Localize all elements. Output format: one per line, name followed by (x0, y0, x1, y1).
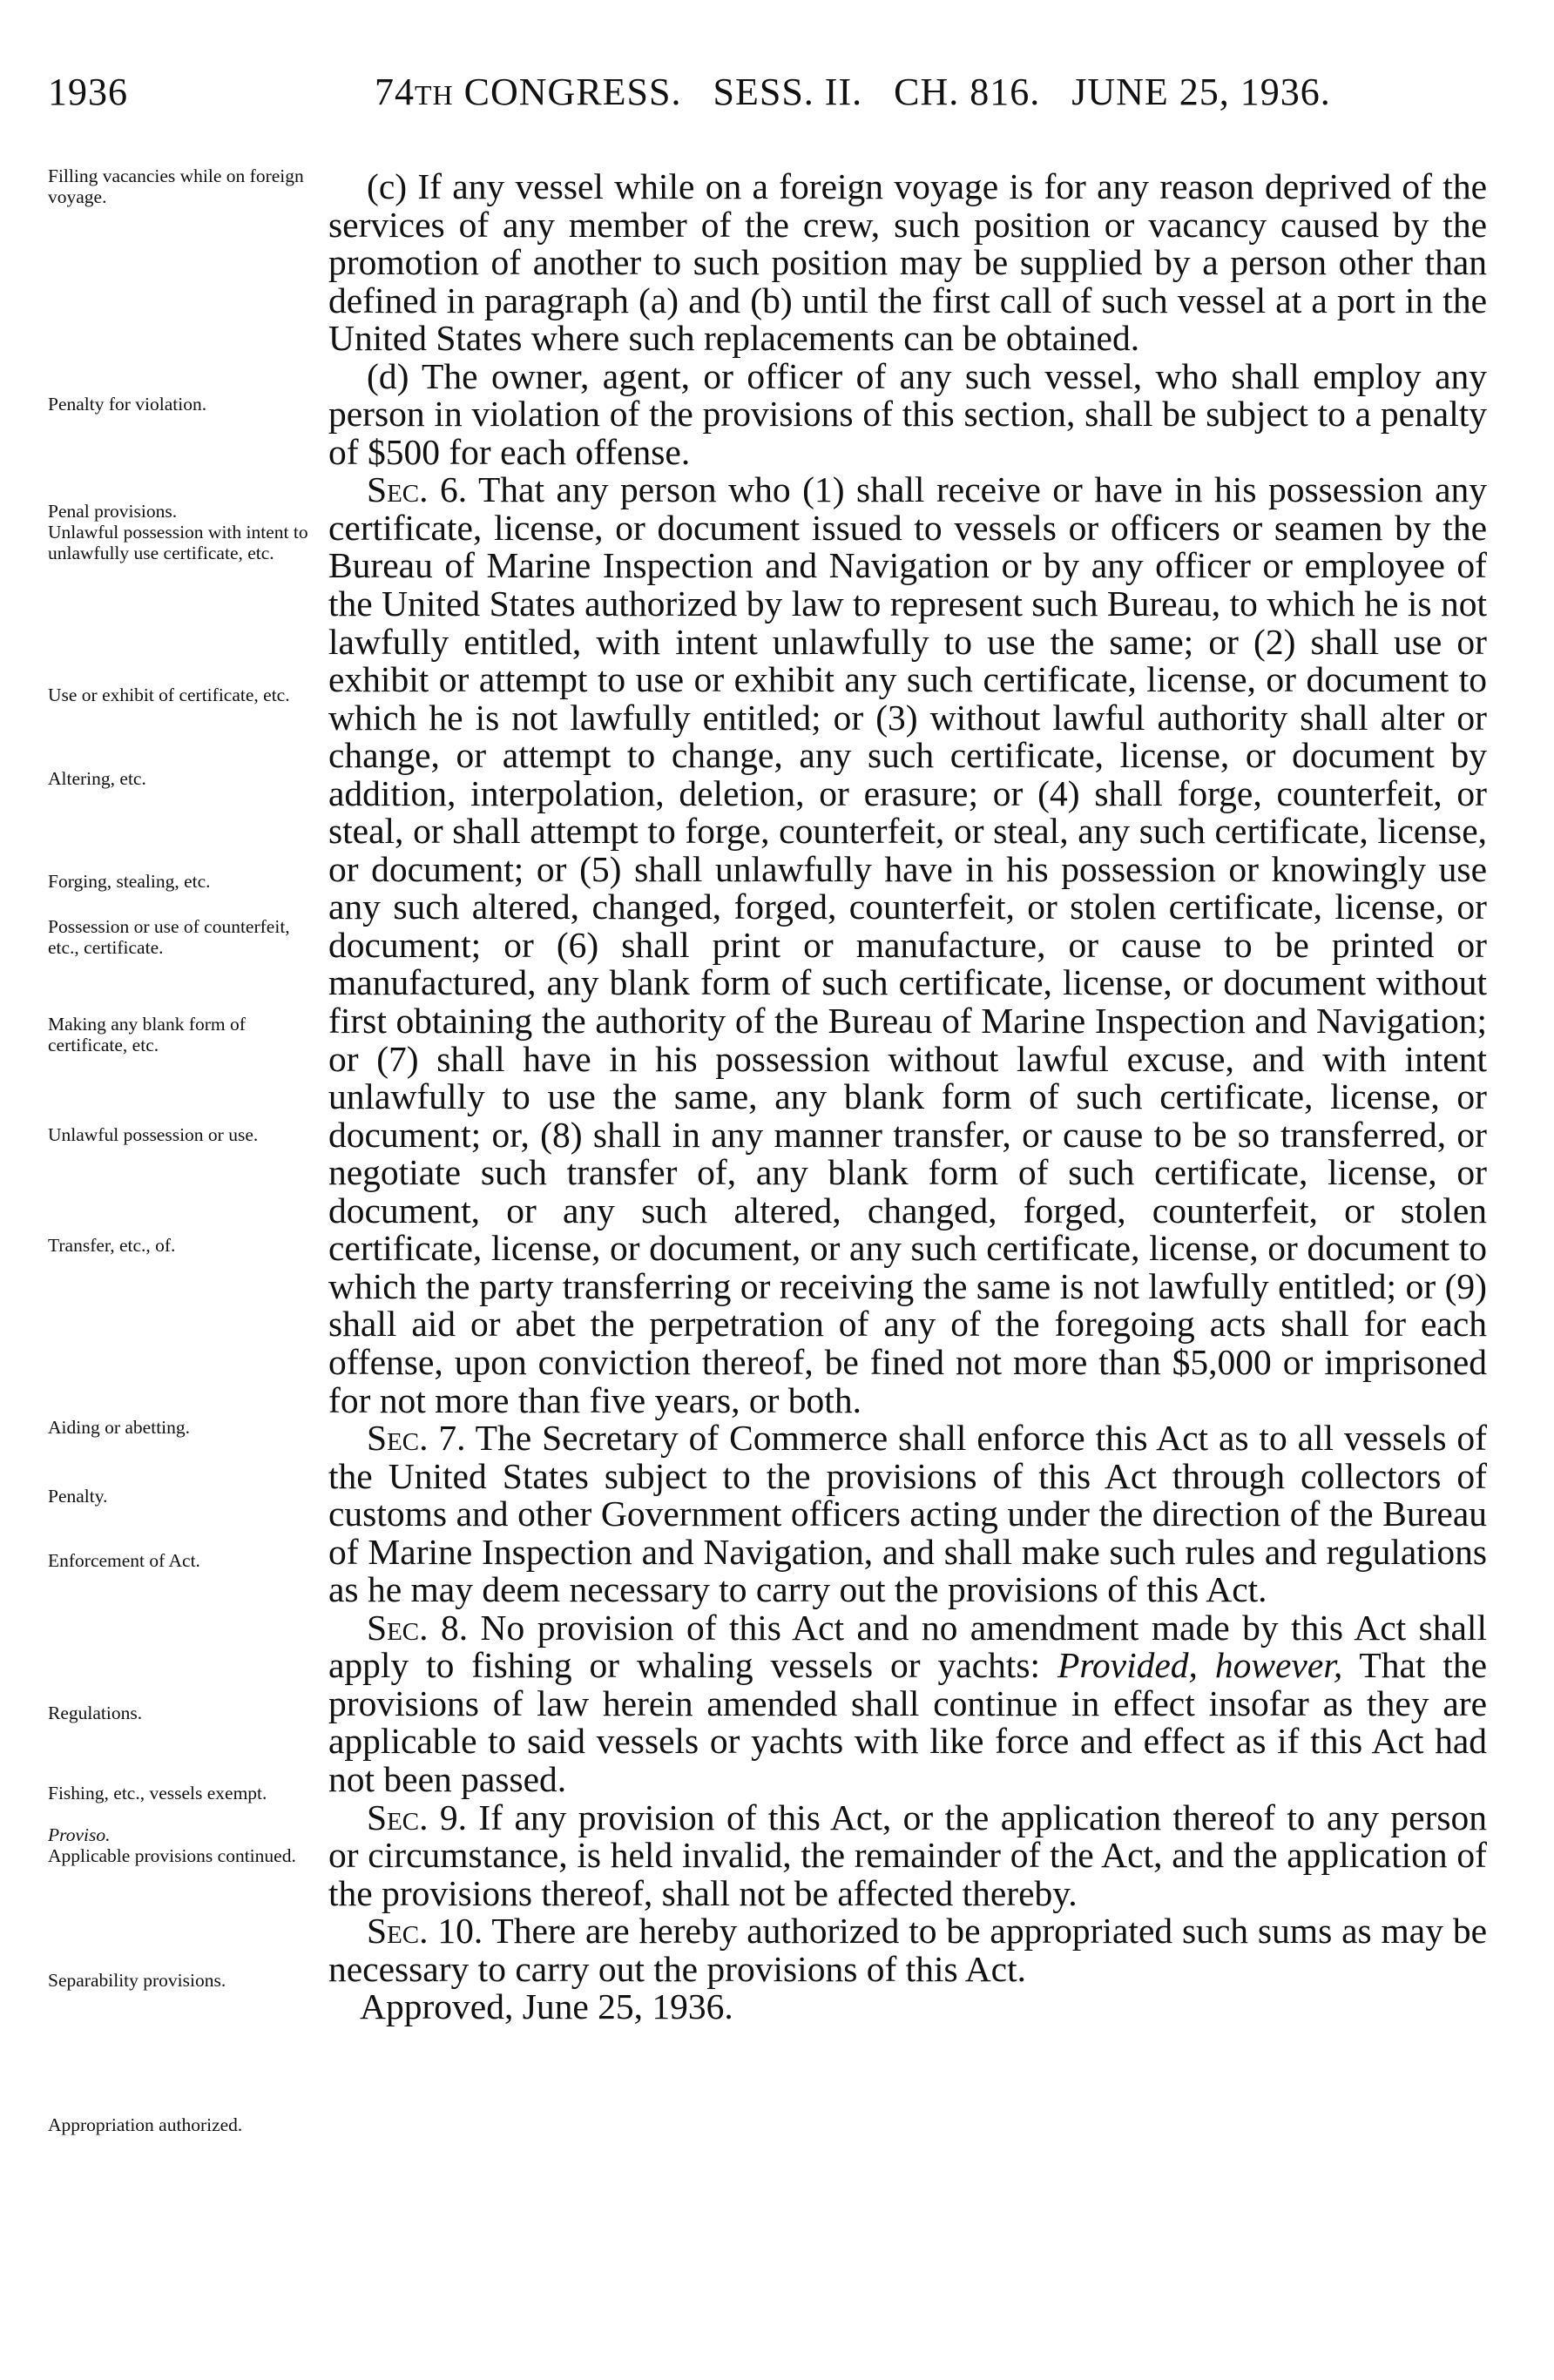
section-7-text: The Secretary of Commerce shall enforce this Act as to all vessels of the United States subject to the provisions of this Act through collectors of customs and other Government officers acting under the direction of the Bureau of Marine Inspection and Navigation, and shall make such rules and regulations as he may deem necessary to carry out the provisions of this Act. (328, 1418, 1487, 1610)
note-counterfeit-possession: Possession or use of counterfeit, etc., certificate. (48, 916, 290, 958)
note-separability: Separability provisions. (48, 1970, 226, 1991)
section-7 (328, 1419, 1487, 1609)
section-9-label: Sec. 9. (367, 1797, 468, 1837)
note-fishing-exempt: Fishing, etc., vessels exempt. (48, 1783, 267, 1804)
note-unlawful-possession-intent: Unlawful possession with intent to unlawfully use certificate, etc. (48, 522, 308, 563)
note-proviso: Proviso. (48, 1824, 111, 1845)
section-8 (328, 1609, 1487, 1799)
note-filling-vacancies: Filling vacancies while on foreign voyage. (48, 165, 304, 207)
section-10 (328, 1912, 1487, 1988)
section-6 (328, 471, 1487, 1419)
note-penal-provisions: Penal provisions. (48, 501, 178, 522)
paragraph-d: (d) The owner, agent, or officer of any such vessel, who shall employ any person in violation of the provisions of this section, shall be subject to a penalty of $500 for each offense. (328, 355, 1487, 472)
note-use-exhibit: Use or exhibit of certificate, etc. (48, 684, 290, 705)
chapter-label: CH. 816. (894, 71, 1041, 113)
section-9 (328, 1799, 1487, 1913)
page-number: 1936 (48, 71, 128, 113)
section-8-text-1: No provision of this Act and no amendment made by this Act shall apply to fishing or whaling vessels or yachts: (328, 1607, 1487, 1686)
section-8-text-2: That the provisions of law herein amended shall continue in effect insofar as they are applicable to said vessels or yachts with like force and effect as if this Act had not been passed. (328, 1645, 1488, 1799)
note-forging: Forging, stealing, etc. (48, 871, 211, 892)
section-8-proviso: Provided, however, (1057, 1645, 1343, 1686)
congress-suffix: TH (415, 79, 454, 111)
section-6-text: That any person who (1) shall receive or have in his possession any certificate, license, or document issued to vessels or officers or seamen by the Bureau of Marine Inspection and Navigation or by any officer or employee of the United States authorized by law to represent such Bureau, to which he is not lawfully entitled, with intent unlawfully to use the same; or (2) shall use or exhibit or attempt to use or exhibit any such certificate, license, or document to which he is not lawfully entitled; or (3) without lawful authority shall alter or change, or attempt to change, any such certificate, license, or document by addition, interpolation, deletion, or erasure; or (4) shall forge, counterfeit, or steal, or shall attempt to forge, counterfeit, or steal, any such certificate, license, or document; or (5) shall unlawfully have in his possession or knowingly use any such altered, changed, forged, counterfeit, or stolen certificate, license, or document; or (6) shall print or manufacture, or cause to be printed or manufactured, any blank form of such certificate, license, or document without first obtaining the authority of the Bureau of Marine Inspection and Navigation; or (7) shall have in his possession without lawful excuse, and with intent unlawfully to use the same, any blank form of such certificate, license, or document; or, (8) shall in any manner transfer, or cause to be so transferred, or negotiate such transfer of, any blank form of such certificate, license, or document, or any such altered, changed, forged, counterfeit, or stolen certificate, license, or document, or any such certificate, license, or document to which the party transferring or receiving the same is not lawfully entitled; or (9) shall aid or abet the perpetration of any of the foregoing acts shall for each offense, upon conviction thereof, be fined not more than $5,000 or imprisoned for not more than five years, or both. (328, 469, 1488, 1420)
date-label: JUNE 25, 1936. (1071, 71, 1331, 113)
section-10-text: There are hereby authorized to be appropriated such sums as may be necessary to carry out the provisions of this Act. (328, 1911, 1487, 1989)
section-9-text: If any provision of this Act, or the application thereof to any person or circumstance, is held invalid, the remainder of the Act, and the application of the provisions thereof, shall not be affected thereby. (328, 1797, 1487, 1913)
note-altering: Altering, etc. (48, 768, 146, 789)
congress-ordinal: 74 (375, 71, 415, 113)
section-10-label: Sec. 10. (367, 1911, 483, 1952)
note-regulations: Regulations. (48, 1702, 143, 1723)
section-6-label: Sec. 6. (367, 469, 468, 510)
note-penalty-violation: Penalty for violation. (48, 394, 207, 415)
note-transfer: Transfer, etc., of. (48, 1235, 176, 1256)
congress-label: CONGRESS. (453, 71, 682, 113)
session-label: SESS. II. (713, 71, 863, 113)
note-penalty: Penalty. (48, 1486, 108, 1507)
note-enforcement: Enforcement of Act. (48, 1550, 200, 1571)
body-text (328, 168, 1487, 2026)
section-8-label: Sec. 8. (367, 1607, 469, 1648)
note-aiding-abetting: Aiding or abetting. (48, 1417, 191, 1438)
paragraph-c: (c) If any vessel while on a foreign voyage is for any reason deprived of the services of any member of the crew, such position or vacancy caused by the promotion of another to such position may be supplied by a person other than defined in paragraph (a) and (b) until the first call of such vessel at a port in the United States where such replacements can be obtained. (328, 166, 1487, 359)
section-7-label: Sec. 7. (367, 1418, 466, 1459)
note-blank-form: Making any blank form of certificate, etc. (48, 1014, 246, 1055)
running-head (375, 70, 1331, 114)
note-unlawful-possession-use: Unlawful possession or use. (48, 1124, 259, 1145)
approval-line: Approved, June 25, 1936. (360, 1986, 733, 2027)
note-applicable-provisions: Applicable provisions continued. (48, 1845, 296, 1866)
note-appropriation: Appropriation authorized. (48, 2114, 243, 2135)
